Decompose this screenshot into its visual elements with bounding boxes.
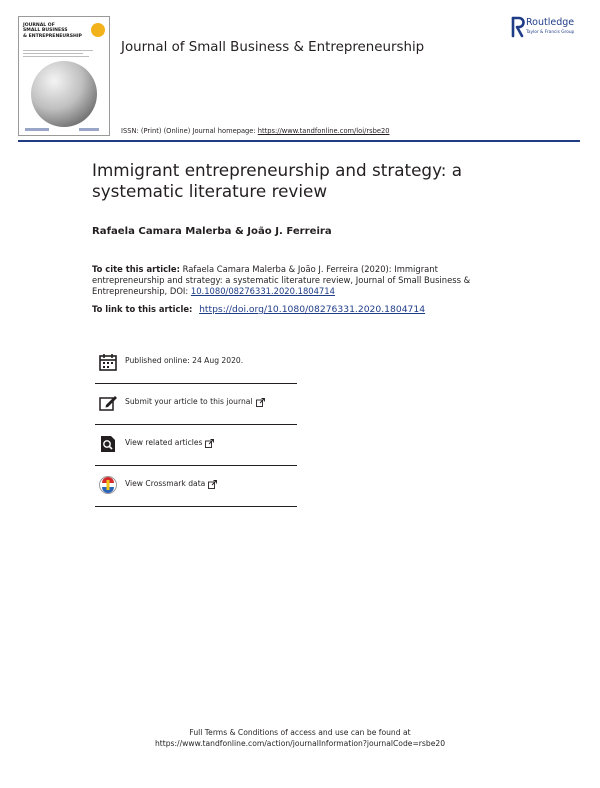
related-articles-icon (98, 434, 118, 454)
cover-publisher-logos (23, 128, 103, 132)
external-link-icon (256, 398, 265, 407)
calendar-icon (98, 352, 118, 372)
journal-homepage-link[interactable]: https://www.tandfonline.com/loi/rsbe20 (257, 127, 390, 135)
terms-url[interactable]: https://www.tandfonline.com/action/journalInformation?journalCode=rsbe20 (154, 739, 446, 748)
cite-doi-link[interactable]: 10.1080/08276331.2020.1804714 (190, 286, 335, 296)
issn-label: ISSN: (Print) (Online) Journal homepage: (121, 127, 256, 135)
related-articles-item[interactable] (95, 425, 297, 466)
terms-footer (0, 727, 600, 749)
article-authors: Rafaela Camara Malerba & João J. Ferreira (92, 226, 332, 237)
edit-icon (98, 393, 118, 413)
cover-text-lines (23, 50, 101, 59)
submit-article-label: Submit your article to this journal (125, 397, 253, 406)
article-link-line (92, 304, 425, 315)
crossmark-item[interactable] (95, 466, 297, 507)
crossmark-link[interactable] (125, 479, 217, 489)
cite-text: Rafaela Camara Malerba & João J. Ferreira (2020): Immigrant entrepreneurship and strategy: a systematic literature review, Journal of Small Business & Entrepreneurship, DOI: (92, 264, 471, 296)
terms-text: Full Terms & Conditions of access and use can be found at (189, 728, 411, 737)
cover-title: JOURNAL OF SMALL BUSINESS & ENTREPRENEURSHIP (23, 23, 82, 39)
issn-line (121, 127, 389, 135)
publisher-tagline: Taylor & Francis Group (526, 30, 575, 35)
header-divider (18, 140, 580, 142)
link-label: To link to this article: (92, 304, 193, 314)
publisher-name: Routledge (526, 17, 575, 28)
external-link-icon (208, 480, 217, 489)
external-link-icon (205, 439, 214, 448)
globe-image (31, 61, 97, 127)
published-online-label: Published online: 24 Aug 2020. (125, 356, 244, 365)
published-online-item (95, 343, 297, 384)
article-actions-list (95, 343, 297, 507)
submit-article-item[interactable] (95, 384, 297, 425)
related-articles-link[interactable] (125, 438, 214, 448)
cover-badge (91, 23, 105, 37)
journal-title: Journal of Small Business & Entrepreneurship (121, 40, 425, 55)
cite-label: To cite this article: (92, 264, 180, 274)
article-title: Immigrant entrepreneurship and strategy: a systematic literature review (92, 160, 463, 201)
submit-article-link[interactable] (125, 397, 265, 407)
citation-block (92, 264, 512, 297)
article-doi-link[interactable]: https://doi.org/10.1080/08276331.2020.1804714 (199, 304, 426, 315)
journal-cover-image (18, 16, 110, 136)
crossmark-label: View Crossmark data (125, 479, 206, 488)
routledge-logo-icon (511, 16, 525, 38)
crossmark-icon (98, 475, 118, 495)
related-articles-label: View related articles (125, 438, 203, 447)
